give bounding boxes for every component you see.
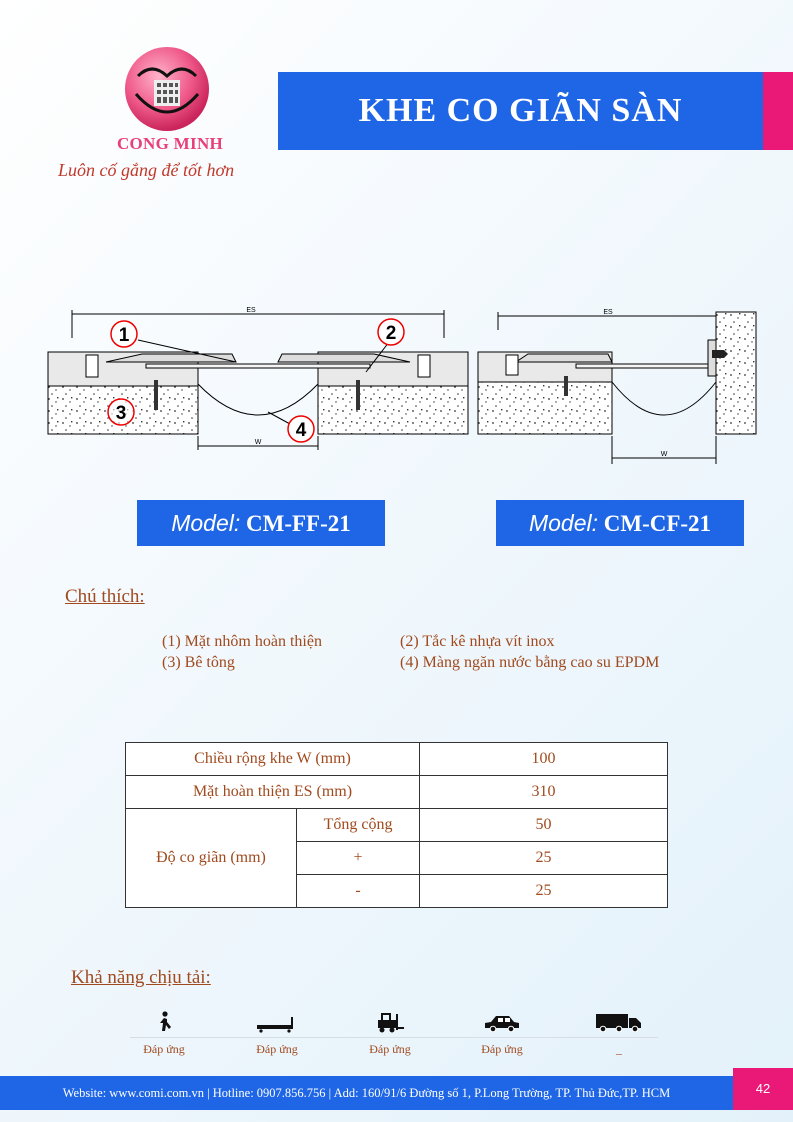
model-box-cm-ff-21	[137, 500, 385, 546]
model-label: Model:	[171, 510, 241, 536]
spec-table	[125, 742, 668, 908]
diagram-cm-ff-21	[46, 300, 470, 460]
spec-label: Độ co giãn (mm)	[126, 809, 297, 908]
company-logo	[122, 44, 212, 134]
car-icon	[482, 1010, 522, 1034]
es-dimension-label: ES	[246, 307, 256, 314]
callout-2: 2	[385, 323, 397, 344]
w-dimension-label: W	[660, 451, 668, 458]
pedestrian-icon	[152, 1010, 176, 1034]
load-item-car	[457, 1010, 547, 1057]
notes-heading: Chú thích:	[65, 586, 145, 607]
page-number: 42	[755, 1081, 771, 1096]
load-label: _	[616, 1042, 622, 1056]
spec-value: 50	[420, 809, 668, 842]
brand-slogan: Luôn cố gắng để tốt hơn	[58, 160, 235, 180]
load-item-pedestrian	[119, 1010, 209, 1057]
spec-value: 25	[420, 875, 668, 908]
load-item-trolley	[232, 1010, 322, 1057]
model-code: CM-CF-21	[603, 511, 712, 536]
load-label: Đáp ứng	[481, 1042, 523, 1056]
spec-label: Chiều rộng khe W (mm)	[126, 743, 420, 776]
model-box-cm-cf-21	[496, 500, 744, 546]
title-accent	[763, 72, 793, 150]
note-item: (3) Bê tông	[162, 654, 235, 671]
callout-1: 1	[118, 325, 130, 346]
diagram-cm-cf-21	[476, 300, 766, 470]
load-label: Đáp ứng	[143, 1042, 185, 1056]
truck-icon	[594, 1010, 644, 1034]
load-heading: Khả năng chịu tải:	[71, 967, 211, 988]
spec-value: 310	[420, 776, 668, 809]
model-label: Model:	[528, 510, 598, 536]
spec-sublabel: Tổng cộng	[297, 809, 420, 842]
load-label: Đáp ứng	[369, 1042, 411, 1056]
brand-name: CONG MINH	[116, 134, 224, 153]
load-item-forklift	[345, 1010, 435, 1057]
callout-3: 3	[115, 403, 127, 424]
spec-label: Mặt hoàn thiện ES (mm)	[126, 776, 420, 809]
page-title: KHE CO GIÃN SÀN	[358, 92, 683, 129]
load-label: Đáp ứng	[256, 1042, 298, 1056]
es-dimension-label: ES	[603, 309, 613, 316]
note-item: (2) Tắc kê nhựa vít inox	[400, 633, 555, 650]
load-divider	[130, 1037, 658, 1038]
spec-sublabel: -	[297, 875, 420, 908]
spec-value: 25	[420, 842, 668, 875]
spec-value: 100	[420, 743, 668, 776]
forklift-icon	[374, 1010, 406, 1034]
w-dimension-label: W	[254, 439, 262, 446]
note-item: (4) Màng ngăn nước bằng cao su EPDM	[400, 654, 660, 671]
note-item: (1) Mặt nhôm hoàn thiện	[162, 633, 322, 650]
model-code: CM-FF-21	[246, 511, 351, 536]
load-item-truck	[574, 1010, 664, 1057]
trolley-icon	[253, 1010, 301, 1034]
callout-4: 4	[295, 420, 307, 441]
footer-contact: Website: www.comi.com.vn | Hotline: 0907.856.756 | Add: 160/91/6 Đường số 1, P.Long Trường, TP. Thủ Đức,TP. HCM	[62, 1086, 671, 1100]
spec-sublabel: +	[297, 842, 420, 875]
